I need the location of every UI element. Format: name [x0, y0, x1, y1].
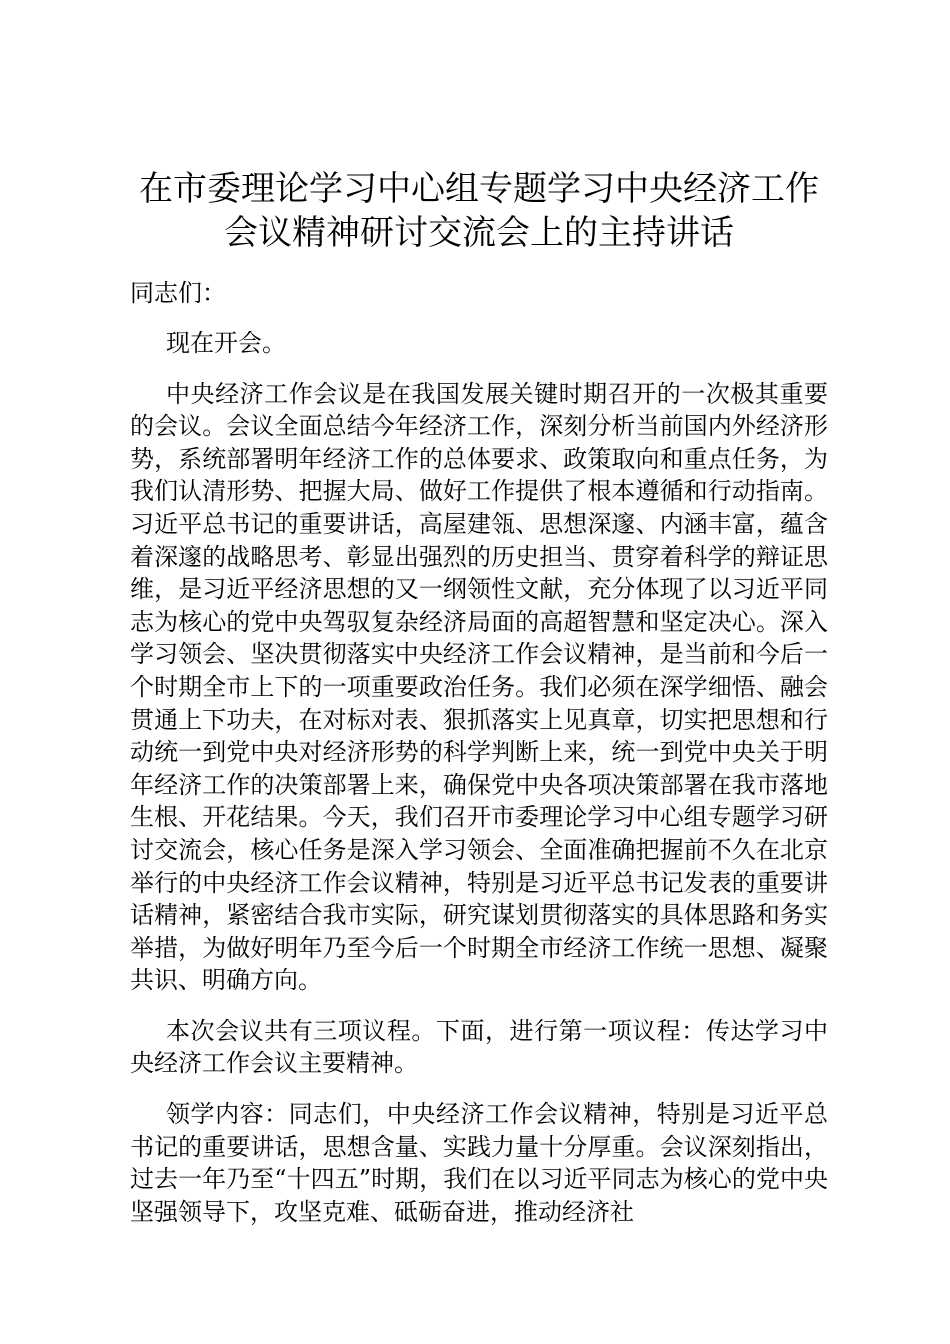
- document-title: [130, 167, 828, 255]
- title-line-2: 会议精神研讨交流会上的主持讲话: [224, 213, 734, 253]
- paragraph-agenda: 本次会议共有三项议程。下面，进行第一项议程：传达学习中央经济工作会议主要精神。: [130, 1016, 828, 1078]
- paragraph-lead-study: 领学内容：同志们，中央经济工作会议精神，特别是习近平总书记的重要讲话，思想含量、实践力量十分厚重。会议深刻指出，过去一年乃至“十四五”时期，我们在以习近平同志为核心的党中央坚强领导下，攻坚克难、砥砺奋进，推动经济社: [130, 1100, 828, 1226]
- paragraph-opening: 现在开会。: [166, 329, 286, 357]
- title-line-1: 在市委理论学习中心组专题学习中央经济工作: [139, 169, 819, 209]
- salutation: 同志们：: [130, 279, 226, 307]
- document-page: [130, 167, 828, 1228]
- paragraph-intro: 中央经济工作会议是在我国发展关键时期召开的一次极其重要的会议。会议全面总结今年经济工作，深刻分析当前国内外经济形势，系统部署明年经济工作的总体要求、政策取向和重点任务，为我们认清形势、把握大局、做好工作提供了根本遵循和行动指南。习近平总书记的重要讲话，高屋建瓴、思想深邃、内涵丰富，蕴含着深邃的战略思考、彰显出强烈的历史担当、贯穿着科学的辩证思维，是习近平经济思想的又一纲领性文献，充分体现了以习近平同志为核心的党中央驾驭复杂经济局面的高超智慧和坚定决心。深入学习领会、坚决贯彻落实中央经济工作会议精神，是当前和今后一个时期全市上下的一项重要政治任务。我们必须在深学细悟、融会贯通上下功夫，在对标对表、狠抓落实上见真章，切实把思想和行动统一到党中央对经济形势的科学判断上来，统一到党中央关于明年经济工作的决策部署上来，确保党中央各项决策部署在我市落地生根、开花结果。今天，我们召开市委理论学习中心组专题学习研讨交流会，核心任务是深入学习领会、全面准确把握前不久在北京举行的中央经济工作会议精神，特别是习近平总书记发表的重要讲话精神，紧密结合我市实际，研究谋划贯彻落实的具体思路和务实举措，为做好明年乃至今后一个时期全市经济工作统一思想、凝聚共识、明确方向。: [130, 379, 828, 995]
